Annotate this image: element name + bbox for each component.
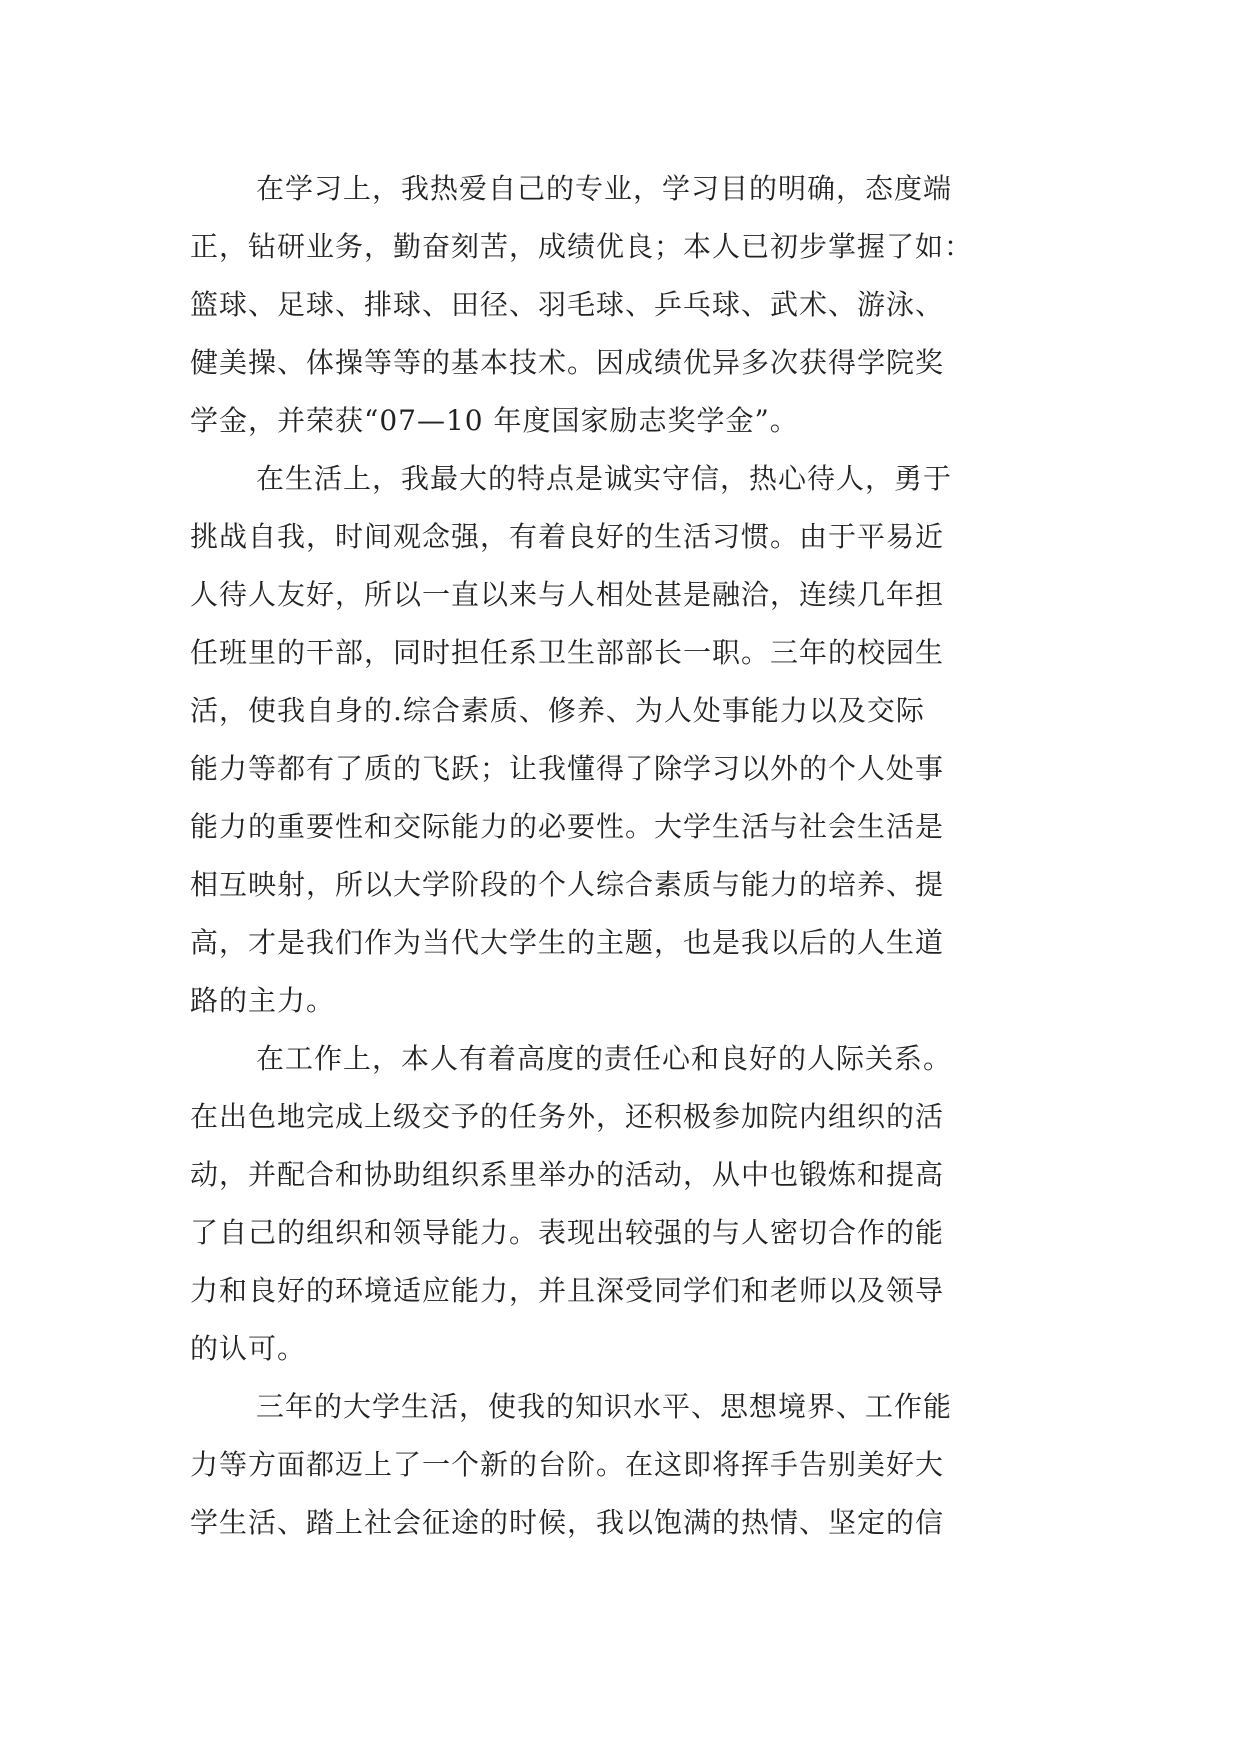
text-line: 能力等都有了质的飞跃；让我懂得了除学习以外的个人处事 (190, 752, 945, 785)
text-line: 的认可。 (190, 1332, 307, 1365)
text-line: 在学习上，我热爱自己的专业，学习目的明确，态度端 (256, 172, 953, 205)
text-line: 挑战自我，时间观念强，有着良好的生活习惯。由于平易近 (190, 520, 945, 553)
paragraph-life (190, 450, 1070, 1030)
text-line: 路的主力。 (190, 984, 336, 1017)
text-line: 在出色地完成上级交予的任务外，还积极参加院内组织的活 (190, 1100, 945, 1133)
text-line: 力等方面都迈上了一个新的台阶。在这即将挥手告别美好大 (190, 1448, 945, 1481)
text-line: 篮球、足球、排球、田径、羽毛球、乒乓球、武术、游泳、 (190, 288, 945, 321)
text-line: 相互映射，所以大学阶段的个人综合素质与能力的培养、提 (190, 868, 945, 901)
text-line: 三年的大学生活，使我的知识水平、思想境界、工作能 (256, 1390, 953, 1423)
text-line: 在工作上，本人有着高度的责任心和良好的人际关系。 (256, 1042, 953, 1075)
paragraph-work (190, 1030, 1070, 1378)
text-line: 学金，并荣获“07—10 年度国家励志奖学金”。 (190, 404, 799, 437)
text-line: 任班里的干部，同时担任系卫生部部长一职。三年的校园生 (190, 636, 945, 669)
text-line: 力和良好的环境适应能力，并且深受同学们和老师以及领导 (190, 1274, 945, 1307)
document-body (190, 160, 1070, 1552)
paragraph-summary (190, 1378, 1070, 1552)
text-line: 学生活、踏上社会征途的时候，我以饱满的热情、坚定的信 (190, 1506, 945, 1539)
text-line: 了自己的组织和领导能力。表现出较强的与人密切合作的能 (190, 1216, 945, 1249)
text-line: 人待人友好，所以一直以来与人相处甚是融洽，连续几年担 (190, 578, 945, 611)
text-line: 高，才是我们作为当代大学生的主题，也是我以后的人生道 (190, 926, 945, 959)
text-line: 动，并配合和协助组织系里举办的活动，从中也锻炼和提高 (190, 1158, 945, 1191)
text-line: 在生活上，我最大的特点是诚实守信，热心待人，勇于 (256, 462, 953, 495)
text-line: 能力的重要性和交际能力的必要性。大学生活与社会生活是 (190, 810, 945, 843)
text-line: 正，钻研业务，勤奋刻苦，成绩优良；本人已初步掌握了如： (190, 230, 974, 263)
paragraph-study (190, 160, 1070, 450)
text-line: 活，使我自身的.综合素质、修养、为人处事能力以及交际 (190, 694, 925, 727)
text-line: 健美操、体操等等的基本技术。因成绩优异多次获得学院奖 (190, 346, 945, 379)
